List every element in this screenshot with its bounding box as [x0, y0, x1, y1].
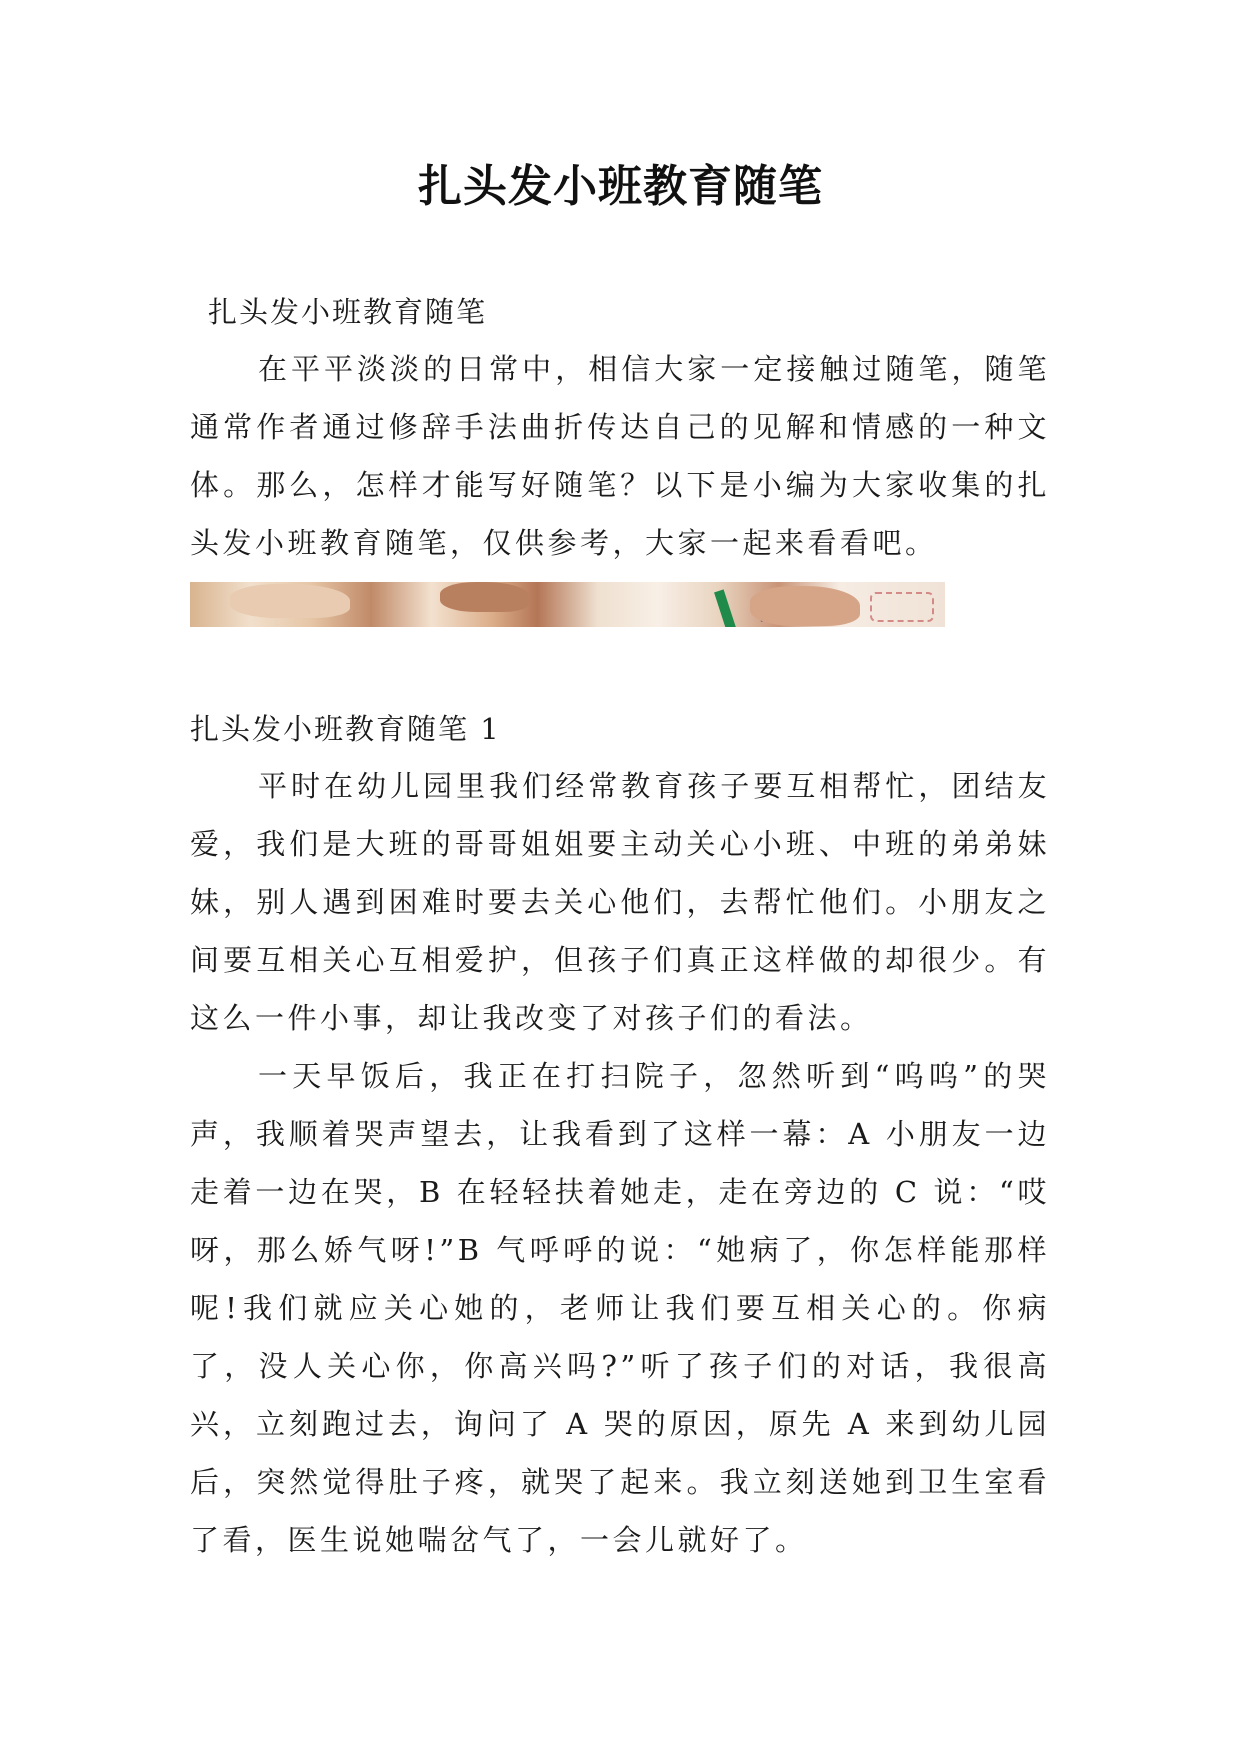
- body-paragraph: 平时在幼儿园里我们经常教育孩子要互相帮忙，团结友爱，我们是大班的哥哥姐姐要主动关心小班、中班的弟弟妹妹，别人遇到困难时要去关心他们，去帮忙他们。小朋友之间要互相关心互相爱护，但孩子们真正这样做的却很少。有这么一件小事，却让我改变了对孩子们的看法。: [190, 769, 1050, 1035]
- intro-paragraph: 在平平淡淡的日常中，相信大家一定接触过随笔，随笔通常作者通过修辞手法曲折传达自己的见解和情感的一种文体。那么，怎样才能写好随笔？以下是小编为大家收集的扎头发小班教育随笔，仅供参考，大家一起来看看吧。: [190, 352, 1050, 560]
- document-title: 扎头发小班教育随笔: [418, 161, 823, 212]
- child-hand-shape: [230, 584, 350, 618]
- green-marker-shape: [714, 589, 736, 627]
- section-heading: 扎头发小班教育随笔 1: [190, 712, 501, 746]
- child-hand-shape: [440, 582, 530, 612]
- body-paragraph: 一天早饭后，我正在打扫院子，忽然听到“呜呜”的哭声，我顺着哭声望去，让我看到了这样一幕：A 小朋友一边走着一边在哭，B 在轻轻扶着她走，走在旁边的 C 说：“哎呀，那么娇气呀!”B 气呼呼的说：“她病了，你怎样能那样呢!我们就应关心她的，老师让我们要互相关心的。你病了，没人关心你，你高兴吗?”听了孩子们的对话，我很高兴，立刻跑过去，询问了 A 哭的原因，原先 A 来到幼儿园后，突然觉得肚子疼，就哭了起来。我立刻送她到卫生室看了看，医生说她喘岔气了，一会儿就好了。: [190, 1059, 1050, 1557]
- child-hand-shape: [750, 586, 860, 626]
- document-body: [190, 292, 1050, 1569]
- classroom-photo-strip: [190, 582, 945, 627]
- document-subtitle: 扎头发小班教育随笔: [208, 295, 488, 329]
- doodle-shape: [870, 592, 934, 622]
